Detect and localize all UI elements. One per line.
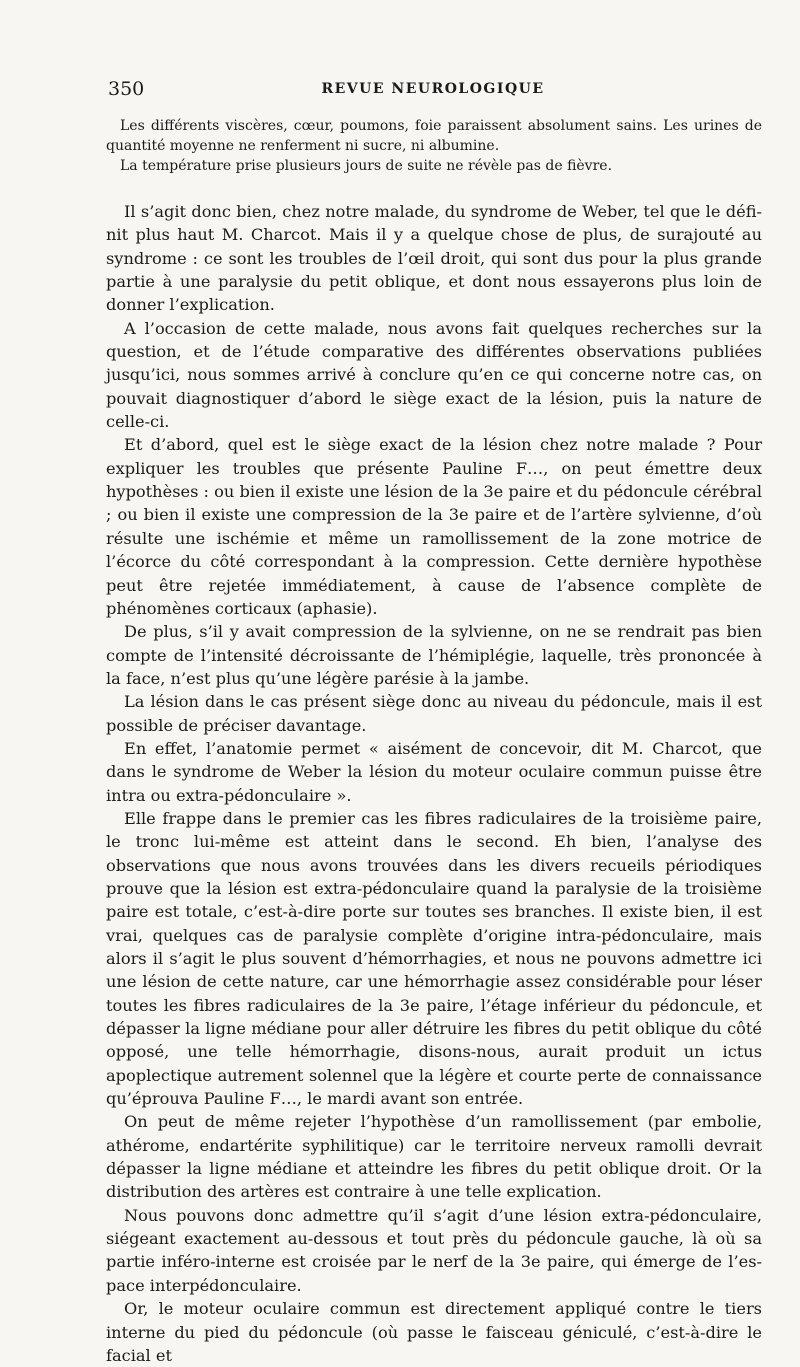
main-text bbox=[106, 200, 762, 1367]
note-paragraph: La température prise plusieurs jours de suite ne révèle pas de fièvre. bbox=[120, 158, 613, 174]
note-block bbox=[106, 116, 762, 176]
body-paragraph: A l’occasion de cette malade, nous avons fait quelques recherches sur la question, et de l’étude comparative des différentes observations publiées jusqu’ici, nous sommes arrivé à conclure qu’en ce qui concerne notre cas, on pouvait diagnostiquer d’abord le siège exact de la lésion, puis la nature de celle-ci. bbox=[106, 318, 762, 432]
body-paragraph: De plus, s’il y avait compression de la sylvienne, on ne se rendrait pas bien compte de l’intensité décroissante de l’hémiplégie, laquelle, très prononcée à la face, n’est plus qu’une légère parésie à la jambe. bbox=[106, 622, 762, 688]
page-number: 350 bbox=[108, 78, 145, 100]
body-paragraph: Il s’agit donc bien, chez notre malade, du syndrome de Weber, tel que le définit plus haut M. Charcot. Mais il y a quelque chose de plus, de surajouté au syndrome : ce sont les troubles de l’œil droit, qui sont dus pour la plus grande partie à une paralysie du petit oblique, et dont nous essayerons plus loin de donner l’explication. bbox=[106, 202, 762, 315]
running-title: REVUE NEUROLOGIQUE bbox=[321, 81, 545, 97]
body-paragraph: La lésion dans le cas présent siège donc au niveau du pédoncule, mais il est possible de préciser davantage. bbox=[106, 692, 762, 735]
body-paragraph: Et d’abord, quel est le siège exact de la lésion chez notre malade ? Pour expliquer les troubles que présente Pauline F…, on peut émettre deux hypothèses : ou bien il existe une lésion de la 3e paire et du pédoncule cérébral ; ou bien il existe une compression de la 3e paire et de l’artère sylvienne, d’où résulte une ischémie et même un ramollissement de la zone motrice de l’écorce du côté correspondant à la compression. Cette dernière hypothèse peut être rejetée immédiatement, à cause de l’absence complète de phénomènes corticaux (aphasie). bbox=[106, 435, 762, 618]
body-paragraph: Nous pouvons donc admettre qu’il s’agit d’une lésion extra-pédonculaire, siégeant exactement au-dessous et tout près du pédoncule gauche, là où sa partie inféro-interne est croisée par le nerf de la 3e paire, qui émerge de l’espace interpédonculaire. bbox=[106, 1205, 762, 1295]
page-header bbox=[108, 78, 758, 108]
body-paragraph: On peut de même rejeter l’hypothèse d’un ramollissement (par embolie, athérome, endartérite syphilitique) car le territoire nerveux ramolli devrait dépasser la ligne médiane et atteindre les fibres du petit oblique droit. Or la distribution des artères est contraire à une telle explication. bbox=[106, 1112, 762, 1202]
note-paragraph: Les différents viscères, cœur, poumons, foie paraissent absolument sains. Les urines de quantité moyenne ne renferment ni sucre, ni albumine. bbox=[106, 118, 762, 154]
body-paragraph: Or, le moteur oculaire commun est directement appliqué contre le tiers interne du pied du pédoncule (où passe le faisceau géniculé, c’est-à-dire le facial et bbox=[106, 1299, 762, 1365]
body-paragraph: Elle frappe dans le premier cas les fibres radiculaires de la troisième paire, le tronc lui-même est atteint dans le second. Eh bien, l’analyse des observations que nous avons trouvées dans les divers recueils périodiques prouve que la lésion est extra-pédonculaire quand la paralysie de la troisième paire est totale, c’est-à-dire porte sur toutes ses branches. Il existe bien, il est vrai, quelques cas de paralysie complète d’origine intra-pédonculaire, mais alors il s’agit le plus souvent d’hémorrhagies, et nous ne pouvons admettre ici une lésion de cette nature, car une hémorrhagie assez considérable pour léser toutes les fibres radiculaires de la 3e paire, l’étage inférieur du pédoncule, et dépasser la ligne médiane pour aller détruire les fibres du petit oblique du côté opposé, une telle hémorrhagie, disons-nous, aurait produit un ictus apoplectique autrement solennel que la légère et courte perte de connaissance qu’éprouva Pauline F…, le mardi avant son entrée. bbox=[106, 808, 762, 1109]
body-paragraph: En effet, l’anatomie permet « aisément de concevoir, dit M. Charcot, que dans le syndrome de Weber la lésion du moteur oculaire commun puisse être intra ou extra-pédonculaire ». bbox=[106, 738, 762, 805]
